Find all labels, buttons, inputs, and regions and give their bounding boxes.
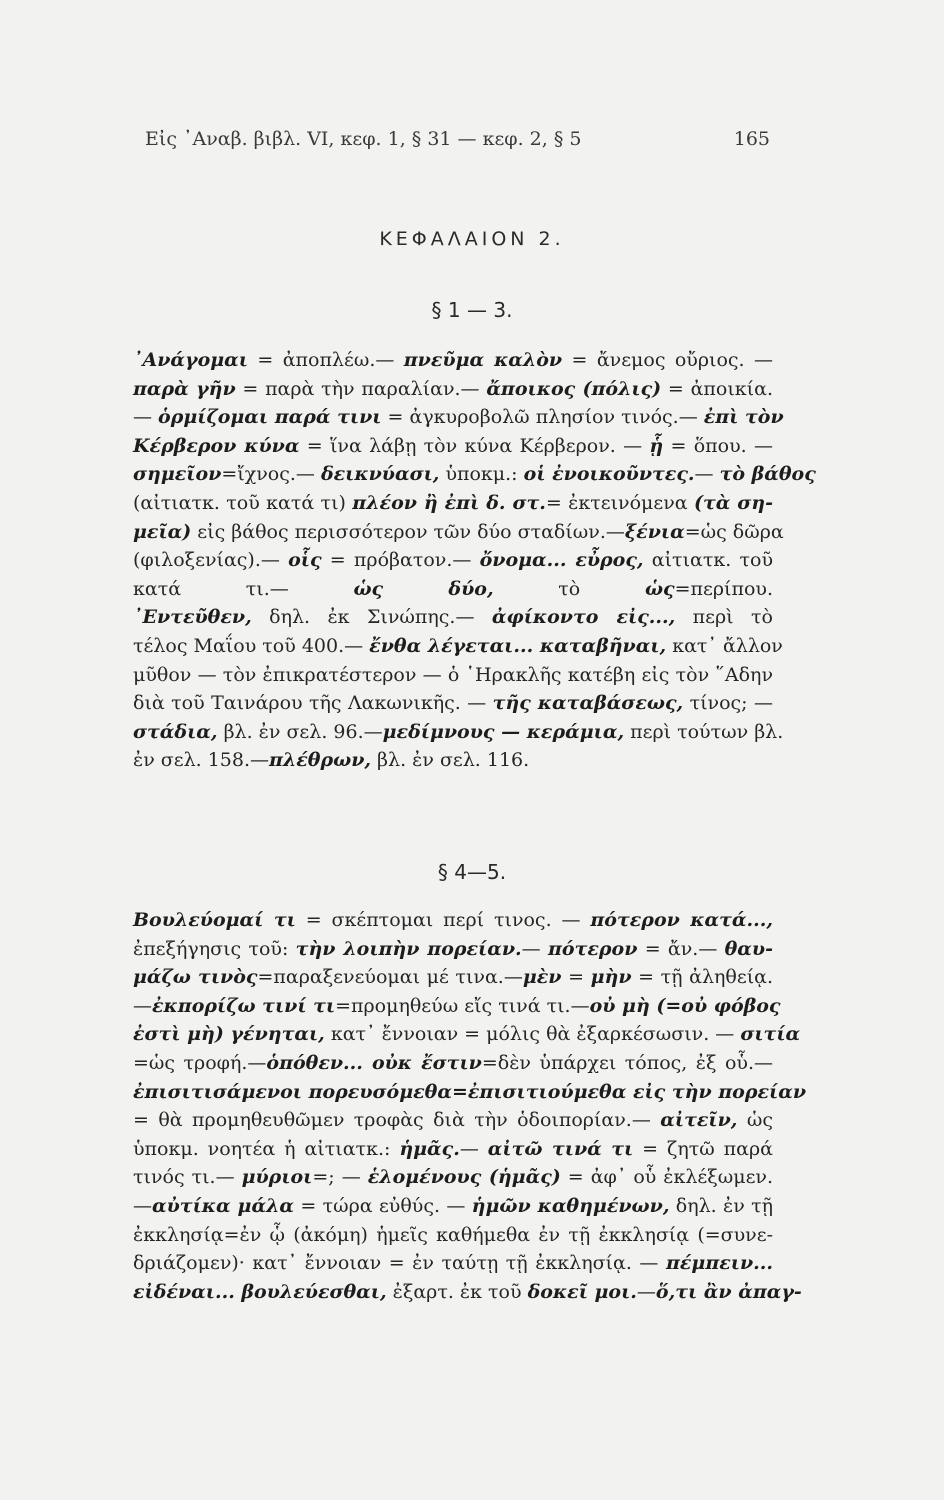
gloss-text: περὶ τὸ [675,606,773,629]
gloss-text: δηλ. ἐκ Σινώπης.— [251,606,492,629]
gloss-text: = τώρα εὐθύς. — [294,1194,472,1217]
text-line [133,689,773,718]
lemma-term: ὅ,τι ἂν ἀπαγ- [655,1280,802,1303]
lemma-term: πότερον κατά..., [590,909,773,931]
gloss-text: = ἵνα λάβῃ τὸν κύνα Κέρβερον. — [299,434,650,457]
lemma-term: ὁπόθεν... οὐκ ἔστιν [266,1051,482,1074]
page-number: 165 [733,128,770,150]
gloss-text: — [133,406,159,429]
gloss-text: ἐξαρτ. ἐκ τοῦ [386,1280,528,1303]
text-line [133,1278,802,1307]
gloss-text: δριάζομεν)· κατ᾽ ἔννοιαν = ἐν ταύτῃ τῇ ἐκκλησίᾳ. — [133,1252,666,1275]
gloss-text: ὑποκμ. νοητέα ἡ αἰτιατκ.: [133,1137,400,1160]
gloss-text: βλ. ἐν σελ. 96.— [217,720,383,743]
gloss-text: = [561,966,591,989]
text-line [133,1020,801,1049]
text-line [133,1163,773,1192]
lemma-term: ᾽Ανάγομαι [133,349,248,371]
lemma-term: αἰτεῖν, [660,1109,738,1132]
gloss-text: — [636,1280,656,1303]
lemma-term: ἡμῶν καθημένων, [471,1194,670,1217]
lemma-term: οἷς [288,549,322,572]
lemma-term: ἐπισιτισάμενοι πορευσόμεθα=ἐπισιτιούμεθα εἰς τὴν πορείαν [133,1080,807,1103]
text-line [133,432,773,461]
lemma-term: μάζω τινὸς [133,966,258,989]
text-line [133,575,773,604]
text-line [133,346,773,375]
gloss-text: τὸ [493,577,645,600]
running-title: Εἰς ᾽Αναβ. βιβλ. VI, κεφ. 1, § 31 — κεφ. 2, § 5 [145,128,582,150]
gloss-text: = ἀποικία. [661,377,773,400]
text-line [133,1249,773,1278]
text-line [133,403,784,432]
lemma-term: ἑλομένους (ἡμᾶς) [367,1166,561,1189]
lemma-term: μὲν [522,966,562,989]
lemma-term: ἄποικος (πόλις) [486,377,662,400]
gloss-text: ἐν σελ. 158.— [133,749,270,772]
text-line [133,632,783,661]
gloss-text: αἰτιατκ. τοῦ [643,549,773,572]
lemma-term: θαυ- [724,937,773,960]
gloss-text: = ἄν.— [637,937,725,960]
lemma-term: ὡς δύο, [353,577,494,600]
lemma-term: τὸ βάθος [719,463,816,486]
text-line [133,906,773,935]
lemma-term: πνεῦμα καλὸν [403,349,563,371]
section-heading-2: § 4—5. [437,860,507,884]
gloss-text: =δὲν ὑπάρχει τόπος, ἐξ οὗ.— [481,1051,773,1074]
text-line [133,1078,807,1107]
lemma-term: οὐ μὴ (=οὐ φόβος [589,994,781,1017]
lemma-term: ὄνομα... εὖρος, [479,549,644,572]
text-line [133,1106,773,1135]
gloss-text: =παραξενεύομαι μέ τινα.— [257,966,523,989]
gloss-text: ἐπεξήγησις τοῦ: [133,937,296,960]
gloss-text: κατ᾽ ἔννοιαν = μόλις θὰ ἐξαρκέσωσιν. — [324,1023,741,1046]
lemma-term: ᾽Εντεῦθεν, [133,606,252,629]
chapter-title: ΚΕΦΑΛΑΙΟΝ 2. [379,228,565,250]
running-head [145,128,770,150]
lemma-term: αὐτίκα μάλα [152,1194,295,1217]
lemma-term: δεικνύασι, [320,463,440,486]
gloss-text: = ἀφ᾽ οὗ ἐκλέξωμεν. [560,1166,773,1189]
gloss-text: ἐκκλησίᾳ=ἐν ᾧ (ἀκόμη) ἡμεῖς καθήμεθα ἐν τῇ ἐκκλησίᾳ (=συνε- [133,1223,773,1246]
lemma-term: ξένια [624,520,685,543]
lemma-term: παρὰ γῆν [133,377,236,400]
lemma-term: ἡμᾶς. [399,1137,460,1160]
lemma-term: Βουλεύομαί τι [133,909,296,931]
section-text-1 [133,346,816,775]
lemma-term: στάδια, [133,720,218,743]
text-line [133,546,773,575]
text-line [133,963,773,992]
text-line [133,992,781,1021]
gloss-text: περὶ τούτων βλ. [624,720,784,743]
lemma-term: ἐκπορίζω τινί τι [152,994,336,1017]
lemma-term: ᾗ [649,434,664,457]
gloss-text: ὡς [737,1109,773,1132]
lemma-term: μύριοι [241,1166,313,1189]
gloss-text: — [133,994,152,1017]
section-text-2 [133,906,807,1306]
text-line [133,1192,773,1221]
gloss-text: =προμηθεύω εἴς τινά τι.— [335,994,590,1017]
gloss-text: = πρόβατον.— [321,549,480,572]
lemma-term: ἀφίκοντο εἰς..., [491,606,676,629]
text-line [133,746,773,775]
gloss-text: διὰ τοῦ Ταινάρου τῆς Λακωνικῆς. — [133,692,493,715]
gloss-text: — [521,937,548,960]
gloss-text: = ἀποπλέω.— [247,349,404,371]
lemma-term: Κέρβερον κύνα [133,434,300,457]
text-line [133,1135,773,1164]
text-line [133,375,773,404]
gloss-text: =ἴχνος.— [221,463,321,486]
text-line [133,518,784,547]
gloss-text: = τῇ ἀληθείᾳ. [631,966,774,989]
text-line [133,460,816,489]
lemma-term: ὁρμίζομαι παρά τινι [158,406,382,429]
text-line [133,661,773,690]
gloss-text: κατά τι.— [133,577,354,600]
gloss-text: = ἄνεμος οὔριος. — [562,349,773,371]
lemma-term: εἰδέναι... βουλεύεσθαι, [133,1280,387,1303]
gloss-text: =; — [312,1166,368,1189]
text-line [133,935,773,964]
gloss-text: = ἀγκυροβολῶ πλησίον τινός.— [381,406,704,429]
gloss-text: τέλος Μαΐου τοῦ 400.— [133,634,370,657]
text-line [133,1221,773,1250]
gloss-text: =ὡς δῶρα [684,520,784,543]
lemma-term: ἐστὶ μὴ) γένηται, [133,1023,325,1046]
gloss-text: = θὰ προμηθευθῶμεν τροφὰς διὰ τὴν ὁδοιπορίαν.— [133,1109,661,1132]
lemma-term: αἰτῶ τινά τι [487,1137,634,1160]
lemma-term: πότερον [547,937,638,960]
gloss-text: τίνος; — [683,692,773,715]
text-line [133,1049,773,1078]
text-line [133,718,784,747]
text-line [133,489,773,518]
lemma-term: ὡς [644,577,675,600]
gloss-text: μῦθον — τὸν ἐπικρατέστερον — ὁ ῾Ηρακλῆς κατέβη εἰς τὸν ῞Αδην [133,663,773,686]
gloss-text: δηλ. ἐν τῇ [669,1194,773,1217]
gloss-text: — [459,1137,488,1160]
lemma-term: ἐπὶ τὸν [703,406,784,429]
gloss-text: κατ᾽ ἄλλον [666,634,783,657]
gloss-text: ὑποκμ.: [439,463,524,486]
lemma-term: δοκεῖ μοι. [527,1280,637,1303]
gloss-text: βλ. ἐν σελ. 116. [371,749,530,772]
gloss-text: — [694,463,720,486]
lemma-term: πλέθρων, [269,749,372,772]
gloss-text: =ὡς τροφή.— [133,1051,267,1074]
lemma-term: σιτία [740,1023,801,1046]
lemma-term: τὴν λοιπὴν πορείαν. [295,937,522,960]
lemma-term: πέμπειν... [665,1252,773,1275]
gloss-text: εἰς βάθος περισσότερον τῶν δύο σταδίων.— [191,520,625,543]
gloss-text: =περίπου. [674,577,773,600]
lemma-term: μὴν [590,966,632,989]
lemma-term: (τὰ ση- [693,491,773,514]
gloss-text: = σκέπτομαι περί τινος. — [295,909,591,931]
gloss-text: = ἐκτεινόμενα [545,491,694,514]
lemma-term: σημεῖον [133,463,222,486]
lemma-term: μεῖα) [133,520,192,543]
gloss-text: τινός τι.— [133,1166,242,1189]
gloss-text: = παρὰ τὴν παραλίαν.— [235,377,487,400]
lemma-term: ἔνθα λέγεται... καταβῆναι, [369,634,667,657]
text-line [133,603,773,632]
lemma-term: πλέον ἢ ἐπὶ δ. στ. [352,491,546,514]
gloss-text: = ὅπου. — [663,434,773,457]
lemma-term: οἱ ἐνοικοῦντες. [523,463,695,486]
lemma-term: μεδίμνους — κεράμια, [382,720,625,743]
gloss-text: = ζητῶ παρά [633,1137,773,1160]
gloss-text: — [133,1194,152,1217]
gloss-text: (φιλοξενίας).— [133,549,289,572]
section-heading-1: § 1 — 3. [431,298,513,322]
gloss-text: (αἰτιατκ. τοῦ κατά τι) [133,491,353,514]
lemma-term: τῆς καταβάσεως, [492,692,684,715]
